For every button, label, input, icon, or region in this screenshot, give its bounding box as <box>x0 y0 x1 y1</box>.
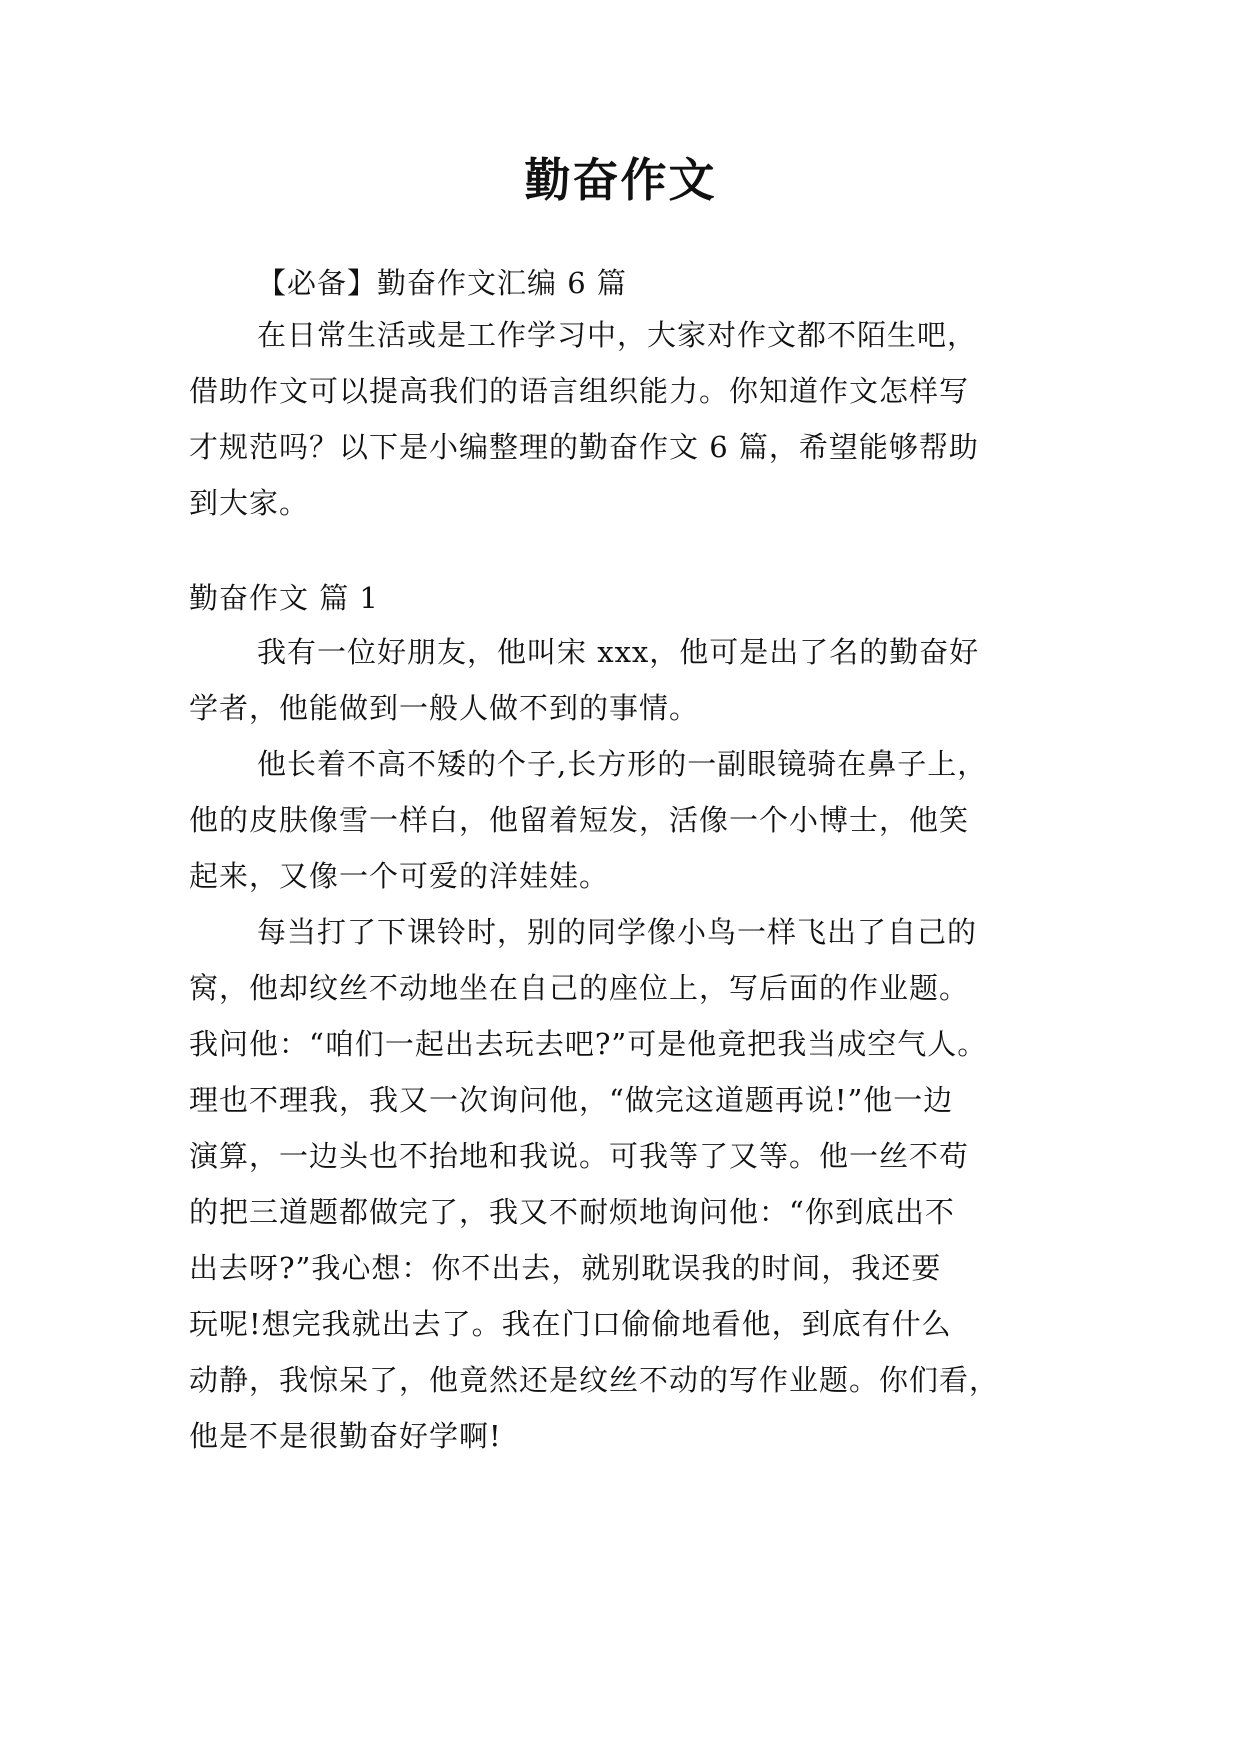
intro-line: 借助作文可以提高我们的语言组织能力。你知道作文怎样写 <box>189 374 970 408</box>
paragraph-line: 演算，一边头也不抬地和我说。可我等了又等。他一丝不苟 <box>189 1139 970 1173</box>
paragraph-line: 他的皮肤像雪一样白，他留着短发，活像一个小博士，他笑 <box>189 803 970 837</box>
document-title: 勤奋作文 <box>524 153 717 207</box>
paragraph-line: 理也不理我，我又一次询问他，“做完这道题再说!”他一边 <box>189 1083 954 1117</box>
intro-line: 在日常生活或是工作学习中，大家对作文都不陌生吧， <box>257 318 978 352</box>
paragraph-line: 窝，他却纹丝不动地坐在自己的座位上，写后面的作业题。 <box>189 971 970 1005</box>
paragraph-line: 出去呀?”我心想：你不出去，就别耽误我的时间，我还要 <box>189 1251 942 1285</box>
intro-line: 才规范吗？以下是小编整理的勤奋作文 6 篇，希望能够帮助 <box>189 430 979 464</box>
paragraph-line: 我有一位好朋友，他叫宋 xxx，他可是出了名的勤奋好 <box>257 635 980 669</box>
paragraph-line: 他长着不高不矮的个子,长方形的一副眼镜骑在鼻子上， <box>257 747 988 781</box>
paragraph-line: 的把三道题都做完了，我又不耐烦地询问他：“你到底出不 <box>189 1195 955 1229</box>
intro-line: 到大家。 <box>189 486 310 520</box>
paragraph-line: 学者，他能做到一般人做不到的事情。 <box>189 691 700 725</box>
paragraph-line: 我问他：“咱们一起出去玩去吧?”可是他竟把我当成空气人。 <box>189 1027 988 1061</box>
paragraph-line: 起来，又像一个可爱的洋娃娃。 <box>189 859 610 893</box>
document-subtitle: 【必备】勤奋作文汇编 6 篇 <box>257 266 627 300</box>
paragraph-line: 玩呢!想完我就出去了。我在门口偷偷地看他，到底有什么 <box>189 1307 952 1341</box>
paragraph-line: 动静，我惊呆了，他竟然还是纹丝不动的写作业题。你们看， <box>189 1363 1000 1397</box>
paragraph-line: 每当打了下课铃时，别的同学像小鸟一样飞出了自己的 <box>257 915 978 949</box>
paragraph-line: 他是不是很勤奋好学啊! <box>189 1419 502 1453</box>
section-heading: 勤奋作文 篇 1 <box>189 581 379 615</box>
